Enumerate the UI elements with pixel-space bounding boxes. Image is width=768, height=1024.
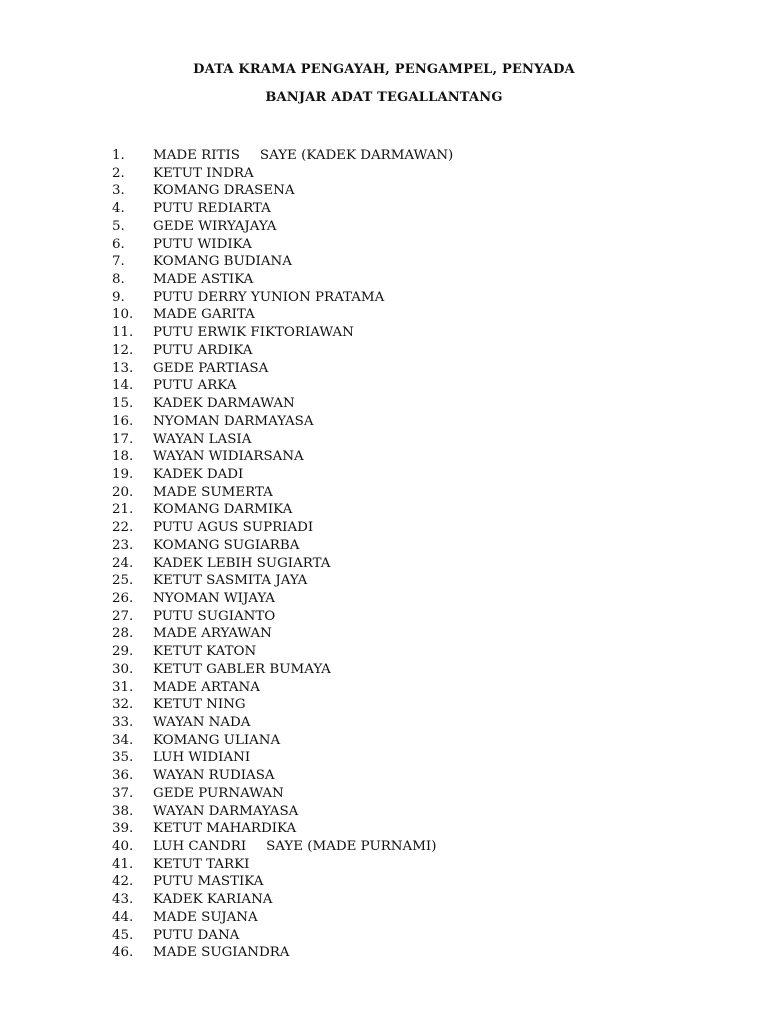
- member-name: MADE ASTIKA: [153, 272, 254, 288]
- list-item: [112, 324, 453, 342]
- item-number: 12.: [112, 342, 134, 358]
- list-item: [112, 200, 453, 218]
- list-item: [112, 147, 453, 165]
- member-name: MADE GARITA: [153, 307, 255, 323]
- item-number: 19.: [112, 466, 134, 482]
- member-name: WAYAN LASIA: [153, 431, 252, 447]
- list-item: [112, 891, 453, 909]
- item-number: 30.: [112, 661, 134, 677]
- member-name: KETUT TARKI: [153, 856, 250, 872]
- list-item: [112, 838, 453, 856]
- item-number: 37.: [112, 785, 134, 801]
- list-item: [112, 253, 453, 271]
- document-subtitle: BANJAR ADAT TEGALLANTANG: [265, 90, 503, 105]
- list-item: [112, 537, 453, 555]
- member-name: MADE SUMERTA: [153, 484, 273, 500]
- list-item: [112, 803, 453, 821]
- item-number: 18.: [112, 449, 134, 465]
- list-item: [112, 413, 453, 431]
- item-number: 34.: [112, 732, 134, 748]
- item-number: 42.: [112, 874, 134, 890]
- item-number: 46.: [112, 945, 134, 961]
- item-number: 23.: [112, 537, 134, 553]
- list-item: [112, 927, 453, 945]
- list-item: [112, 749, 453, 767]
- item-number: 13.: [112, 360, 134, 376]
- member-list: [112, 147, 453, 962]
- member-name: PUTU MASTIKA: [153, 874, 264, 890]
- member-name: KOMANG DARMIKA: [153, 502, 293, 518]
- list-item: [112, 590, 453, 608]
- member-name: KOMANG DRASENA: [153, 183, 295, 199]
- list-item: [112, 342, 453, 360]
- member-name: NYOMAN DARMAYASA: [153, 413, 314, 429]
- item-number: 7.: [112, 254, 125, 270]
- item-number: 28.: [112, 626, 134, 642]
- list-item: [112, 289, 453, 307]
- member-name: MADE ARYAWAN: [153, 626, 272, 642]
- member-name: GEDE PARTIASA: [153, 360, 269, 376]
- item-number: 26.: [112, 590, 134, 606]
- member-name: PUTU DANA: [153, 927, 240, 943]
- member-note: SAYE (KADEK DARMAWAN): [259, 148, 454, 163]
- list-item: [112, 218, 453, 236]
- item-number: 11.: [112, 325, 134, 341]
- item-number: 39.: [112, 821, 134, 837]
- list-item: [112, 360, 453, 378]
- item-number: 9.: [112, 289, 125, 305]
- item-number: 35.: [112, 750, 134, 766]
- member-name: MADE SUJANA: [153, 909, 258, 925]
- member-name: KETUT NING: [153, 697, 246, 713]
- item-number: 22.: [112, 520, 134, 536]
- item-number: 45.: [112, 927, 134, 943]
- member-name: WAYAN NADA: [153, 715, 251, 730]
- item-number: 43.: [112, 892, 134, 908]
- list-item: [112, 643, 453, 661]
- member-name: KETUT SASMITA JAYA: [153, 573, 308, 589]
- item-number: 20.: [112, 484, 134, 500]
- item-number: 2.: [112, 165, 125, 181]
- item-number: 41.: [112, 856, 134, 872]
- list-item: [112, 431, 453, 449]
- item-number: 32.: [112, 697, 134, 713]
- member-name: PUTU ARKA: [153, 378, 237, 394]
- list-item: [112, 236, 453, 254]
- item-number: 36.: [112, 768, 134, 784]
- item-number: 40.: [112, 839, 134, 855]
- member-name: MADE RITIS: [153, 148, 240, 163]
- member-name: KETUT INDRA: [153, 165, 254, 181]
- item-number: 6.: [112, 236, 125, 252]
- member-note: SAYE (MADE PURNAMI): [266, 839, 437, 855]
- list-item: [112, 873, 453, 891]
- list-item: [112, 856, 453, 874]
- list-item: [112, 466, 453, 484]
- list-item: [112, 696, 453, 714]
- list-item: [112, 395, 453, 413]
- item-number: 14.: [112, 378, 134, 394]
- item-number: 24.: [112, 555, 134, 571]
- member-name: KETUT MAHARDIKA: [153, 821, 297, 837]
- list-item: [112, 165, 453, 183]
- member-name: GEDE WIRYAJAYA: [153, 218, 277, 234]
- item-number: 17.: [112, 431, 134, 447]
- member-name: KOMANG BUDIANA: [153, 254, 292, 270]
- member-name: WAYAN DARMAYASA: [153, 803, 299, 819]
- member-name: PUTU WIDIKA: [153, 236, 252, 252]
- list-item: [112, 767, 453, 785]
- list-item: [112, 714, 453, 732]
- member-name: LUH CANDRI: [153, 839, 247, 855]
- item-number: 16.: [112, 413, 134, 429]
- member-name: KETUT GABLER BUMAYA: [153, 661, 331, 677]
- list-item: [112, 679, 453, 697]
- list-item: [112, 377, 453, 395]
- member-name: WAYAN WIDIARSANA: [153, 449, 304, 465]
- member-name: WAYAN RUDIASA: [153, 768, 275, 784]
- member-name: PUTU DERRY YUNION PRATAMA: [153, 289, 385, 305]
- list-item: [112, 625, 453, 643]
- item-number: 5.: [112, 218, 125, 234]
- item-number: 44.: [112, 909, 134, 925]
- member-name: PUTU ERWIK FIKTORIAWAN: [153, 325, 354, 341]
- item-number: 29.: [112, 644, 134, 660]
- member-name: KETUT KATON: [153, 644, 257, 660]
- item-number: 3.: [112, 183, 125, 199]
- member-name: LUH WIDIANI: [153, 750, 251, 766]
- list-item: [112, 484, 453, 502]
- member-name: NYOMAN WIJAYA: [153, 590, 275, 606]
- item-number: 25.: [112, 573, 134, 589]
- member-name: MADE ARTANA: [153, 679, 260, 695]
- list-item: [112, 519, 453, 537]
- list-item: [112, 944, 453, 962]
- member-name: GEDE PURNAWAN: [153, 785, 284, 801]
- member-name: KADEK DARMAWAN: [153, 396, 295, 412]
- list-item: [112, 572, 453, 590]
- list-item: [112, 732, 453, 750]
- list-item: [112, 448, 453, 466]
- item-number: 38.: [112, 803, 134, 819]
- item-number: 27.: [112, 608, 134, 624]
- item-number: 8.: [112, 272, 125, 288]
- member-name: KADEK KARIANA: [153, 892, 273, 908]
- list-item: [112, 909, 453, 927]
- list-item: [112, 501, 453, 519]
- item-number: 15.: [112, 396, 134, 412]
- item-number: 4.: [112, 201, 125, 217]
- list-item: [112, 820, 453, 838]
- list-item: [112, 555, 453, 573]
- list-item: [112, 306, 453, 324]
- item-number: 31.: [112, 679, 134, 695]
- member-name: KADEK LEBIH SUGIARTA: [153, 555, 331, 571]
- item-number: 21.: [112, 502, 134, 518]
- list-item: [112, 271, 453, 289]
- document-title: DATA KRAMA PENGAYAH, PENGAMPEL, PENYADA: [193, 62, 575, 77]
- member-name: PUTU REDIARTA: [153, 201, 271, 217]
- list-item: [112, 182, 453, 200]
- item-number: 33.: [112, 715, 134, 730]
- list-item: [112, 608, 453, 626]
- member-name: KOMANG ULIANA: [153, 732, 281, 748]
- member-name: PUTU AGUS SUPRIADI: [153, 520, 314, 536]
- member-name: KOMANG SUGIARBA: [153, 537, 300, 553]
- item-number: 1.: [112, 148, 125, 163]
- member-name: PUTU ARDIKA: [153, 342, 253, 358]
- list-item: [112, 785, 453, 803]
- member-name: KADEK DADI: [153, 466, 244, 482]
- member-name: MADE SUGIANDRA: [153, 945, 290, 961]
- list-item: [112, 661, 453, 679]
- member-name: PUTU SUGIANTO: [153, 608, 276, 624]
- item-number: 10.: [112, 307, 134, 323]
